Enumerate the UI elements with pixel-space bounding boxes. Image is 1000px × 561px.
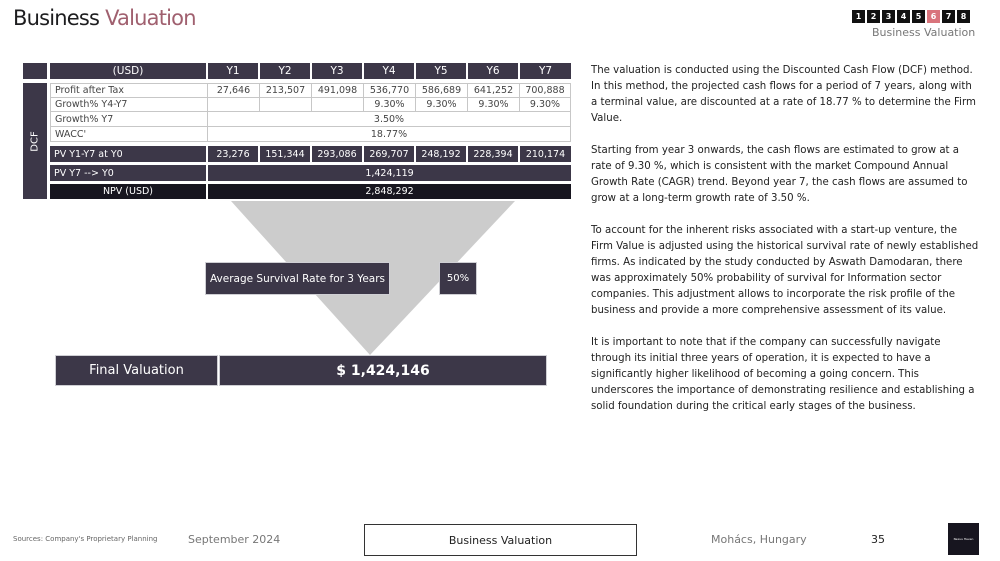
row-label-pv-y1-y7: PV Y1-Y7 at Y0 [50,146,206,162]
row-label-profit: Profit after Tax [50,83,208,98]
growth-y7: 9.30% [519,97,571,112]
pager-item-7[interactable]: 7 [942,10,955,23]
footer-sources: Sources: Company's Proprietary Planning [13,535,158,543]
pager-item-8[interactable]: 8 [957,10,970,23]
pager-item-2[interactable]: 2 [867,10,880,23]
growth-y7-value: 3.50% [207,111,571,127]
pager-section-label: Business Valuation [872,26,976,39]
title-main: Business [13,6,100,30]
wacc-value: 18.77% [207,126,571,142]
header-y4: Y4 [364,63,414,79]
pager-item-4[interactable]: 4 [897,10,910,23]
title-accent: Valuation [105,6,196,30]
pv-y3: 293,086 [312,146,362,162]
page-number: 35 [871,533,885,546]
pv-y5: 248,192 [416,146,466,162]
pager-item-5[interactable]: 5 [912,10,925,23]
logo-text: Nexus Haven [953,537,974,541]
profit-y2: 213,507 [259,83,312,98]
row-label-wacc: WACC' [50,126,208,142]
growth-y5: 9.30% [415,97,468,112]
pager-item-3[interactable]: 3 [882,10,895,23]
profit-y7: 700,888 [519,83,571,98]
npv-value: 2,848,292 [208,184,571,199]
valuation-explanation [591,63,981,431]
growth-y4: 9.30% [363,97,416,112]
row-label-pv-y7-y0: PV Y7 --> Y0 [50,165,206,181]
footer-section-label: Business Valuation [364,524,637,556]
paragraph-going-concern: It is important to note that if the company can successfully navigate through its initial three years of operation, it is expected to have a significantly higher likelihood of becoming a going concern. This underscores the importance of demonstrating resilience and establishing a solid foundation during the critical early stages of the business. [591,337,975,412]
growth-y6: 9.30% [467,97,520,112]
paragraph-survival-adjustment: To account for the inherent risks associated with a start-up venture, the Firm Value is adjusted using the historical survival rate of newly established firms. As indicated by the study conducted by Aswath Damodaran, there was approximately 50% probability of survival for Information sector companies. This adjustment allows to incorporate the risk profile of the business and provide a more comprehensive assessment of its value. [591,225,979,316]
footer-date: September 2024 [188,533,281,546]
row-label-growth-y7: Growth% Y7 [50,111,208,127]
company-logo [948,523,979,555]
header-y5: Y5 [416,63,466,79]
row-label-npv: NPV (USD) [50,184,206,199]
profit-y3: 491,098 [311,83,364,98]
profit-y5: 586,689 [415,83,468,98]
survival-rate-value: 50% [439,262,477,295]
pv-y4: 269,707 [364,146,414,162]
header-y7: Y7 [520,63,571,79]
paragraph-growth: Starting from year 3 onwards, the cash flows are estimated to grow at a rate of 9.30 %, which is consistent with the market Compound Annual Growth Rate (CAGR) trend. Beyond year 7, the cash flows are assumed to grow at a long-term growth rate of 3.50 %. [591,145,968,204]
header-y2: Y2 [260,63,310,79]
header-y6: Y6 [468,63,518,79]
pv-y7-y0-value: 1,424,119 [208,165,571,181]
paragraph-dcf-method: The valuation is conducted using the Discounted Cash Flow (DCF) method. In this method, the projected cash flows for a period of 7 years, along with a terminal value, are discounted at a rate of 18.77 % to determine the Firm Value. [591,65,976,124]
pv-y1: 23,276 [208,146,258,162]
pv-y7: 210,174 [520,146,571,162]
pv-y2: 151,344 [260,146,310,162]
dcf-side-label: DCF [23,83,47,199]
pager-item-1[interactable]: 1 [852,10,865,23]
profit-y4: 536,770 [363,83,416,98]
pv-y6: 228,394 [468,146,518,162]
profit-y6: 641,252 [467,83,520,98]
survival-rate-label: Average Survival Rate for 3 Years [205,262,390,295]
footer-location: Mohács, Hungary [711,533,807,546]
header-usd: (USD) [50,63,206,79]
final-valuation-value: $ 1,424,146 [219,355,547,386]
pager-item-6-active[interactable]: 6 [927,10,940,23]
row-label-growth-y4-y7: Growth% Y4-Y7 [50,97,208,112]
header-y1: Y1 [208,63,258,79]
final-valuation-label: Final Valuation [55,355,218,386]
profit-y1: 27,646 [207,83,260,98]
header-y3: Y3 [312,63,362,79]
